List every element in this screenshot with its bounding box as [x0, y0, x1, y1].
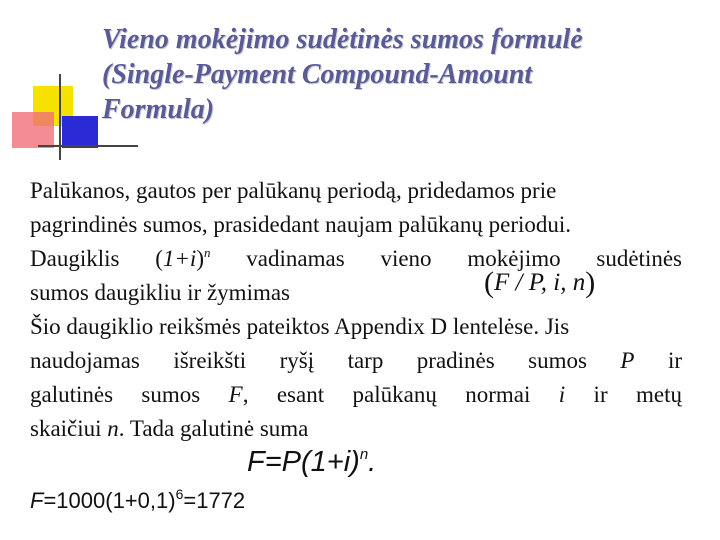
slide-title-line-2: (Single-Payment Compound-Amount: [102, 59, 533, 90]
line3-close: ): [196, 246, 204, 271]
line8-var: n: [107, 416, 119, 441]
decor-horizontal-line: [38, 145, 138, 147]
line8-b: . Tada galutinė suma: [118, 416, 309, 441]
line3-exponent: n: [204, 245, 211, 260]
notation-text: F / P, i, n: [494, 269, 586, 296]
paragraph-line-4: sumos daugikliu ir žymimas: [30, 280, 291, 305]
line6-b: ir: [634, 348, 682, 373]
formula-main: F=P(1+i): [247, 446, 360, 478]
paragraph-line-2: pagrindinės sumos, prasidedant naujam palūkanų periodui.: [30, 212, 572, 237]
paragraph-line-7: [30, 378, 682, 412]
paragraph-line-5: Šio daugiklio reikšmės pateiktos Appendix D lentelėse. Jis: [30, 314, 570, 339]
example-calculation: [30, 488, 245, 514]
slide-title-line-3: Formula): [102, 94, 215, 125]
decor-red-square: [12, 112, 54, 148]
line7-c: ir metų: [565, 382, 682, 407]
compound-formula: [247, 446, 376, 479]
paragraph-line-6: [30, 344, 682, 378]
line7-a: galutinės sumos: [30, 382, 229, 407]
line7-var1: F: [228, 382, 243, 407]
line3-pre: Daugiklis (: [30, 246, 163, 271]
example-exponent: 6: [175, 486, 184, 502]
decor-vertical-line: [59, 74, 61, 160]
slide-title-line-1: Vieno mokėjimo sudėtinės sumos formulė: [102, 24, 583, 55]
decor-blue-square: [62, 116, 98, 148]
example-result: =1772: [183, 488, 246, 513]
notation-open-paren: (: [484, 266, 494, 299]
example-main: =1000(1+0,1): [43, 488, 176, 513]
formula-exponent: n: [359, 446, 369, 463]
body-paragraph: [30, 174, 682, 446]
line6-var: P: [620, 348, 635, 373]
slide-title: [102, 22, 702, 127]
line8-a: skaičiui: [30, 416, 108, 441]
paragraph-line-8: [30, 412, 682, 446]
factor-notation: [484, 268, 595, 298]
line3-post: vadinamas vieno mokėjimo sudėtinės: [210, 246, 682, 271]
line6-a: naudojamas išreikšti ryšį tarp pradinės sumos: [30, 348, 621, 373]
line7-var2: i: [558, 382, 566, 407]
paragraph-line-1: Palūkanos, gautos per palūkanų periodą, pridedamos prie: [30, 178, 557, 203]
notation-close-paren: ): [585, 266, 596, 299]
example-var: F: [30, 488, 44, 513]
formula-end: .: [368, 446, 377, 478]
line3-base: 1+i: [162, 246, 197, 271]
line7-b: , esant palūkanų normai: [242, 382, 559, 407]
